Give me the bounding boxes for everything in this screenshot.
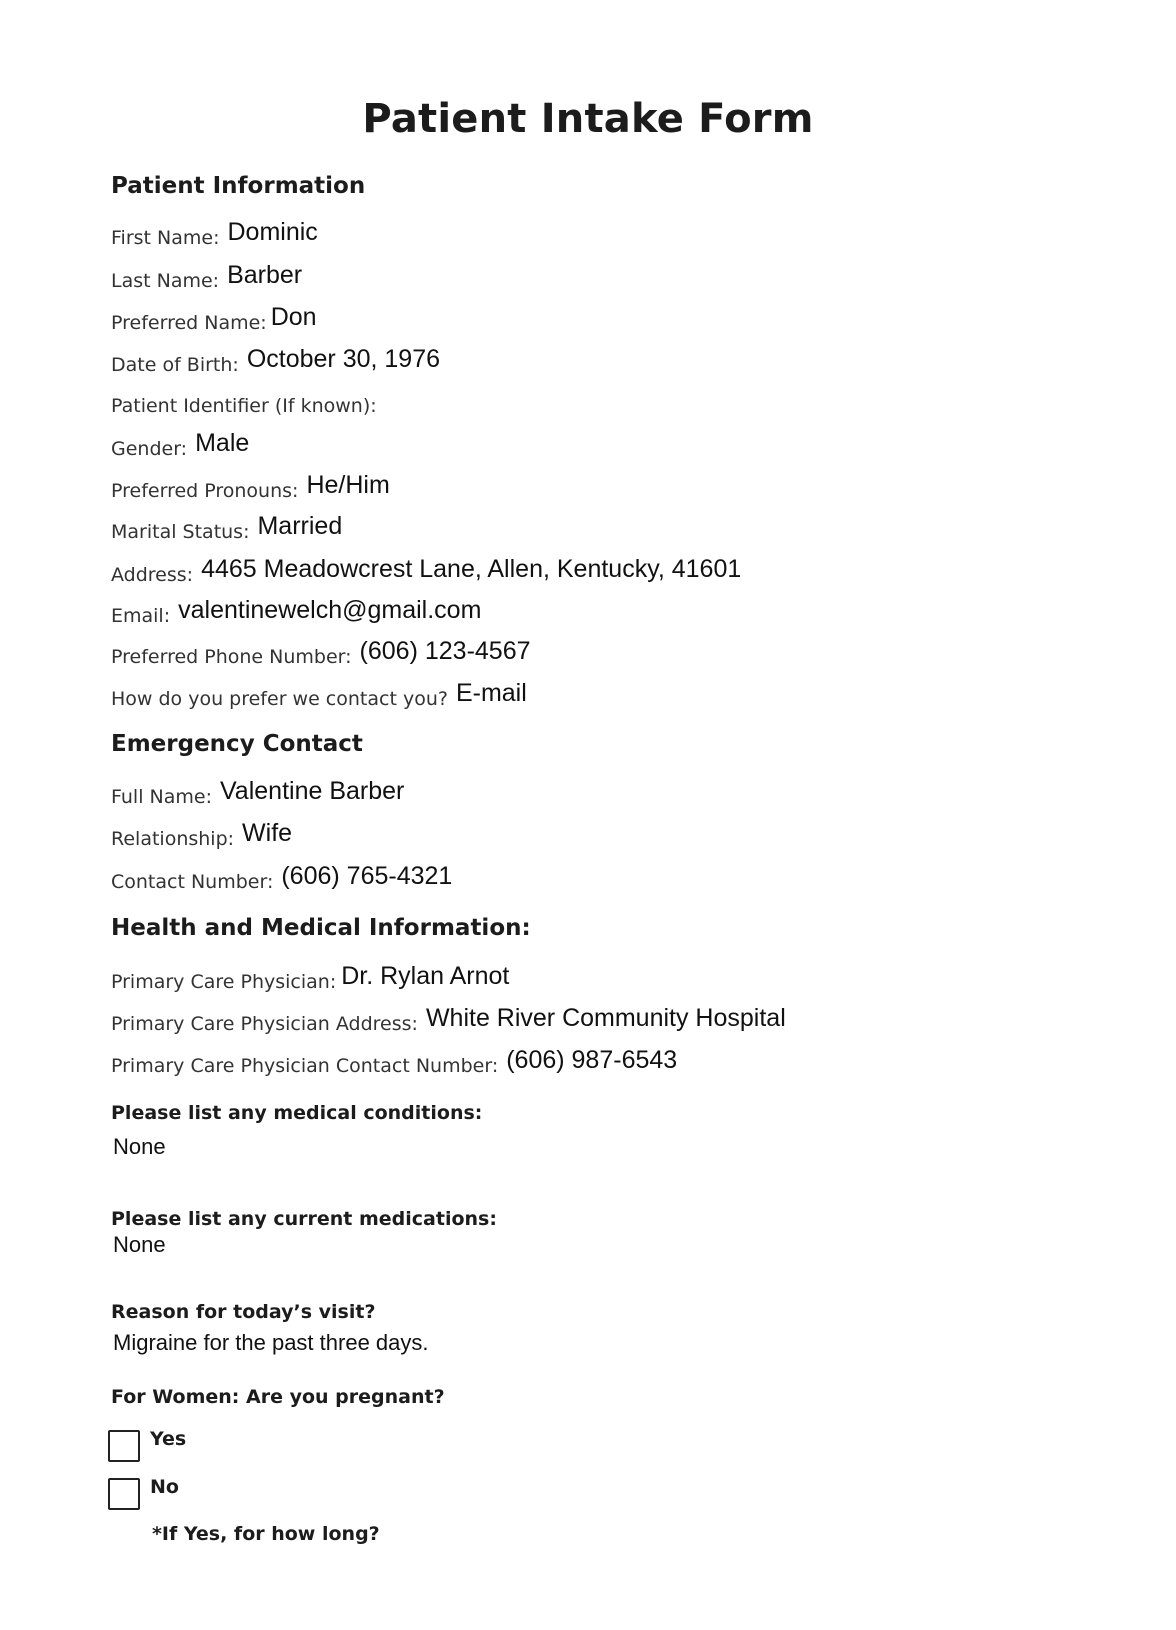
- emergency-contact-number-value[interactable]: (606) 765-4321: [281, 862, 453, 890]
- last-name-label: Last Name:: [111, 270, 220, 292]
- pregnancy-no-label: No: [150, 1476, 179, 1498]
- preferred-pronouns-row: [111, 471, 390, 504]
- physician-address-row: [111, 1004, 786, 1037]
- physician-address-label: Primary Care Physician Address:: [111, 1013, 418, 1035]
- pregnancy-no-option[interactable]: [108, 1478, 179, 1510]
- medical-conditions-question: Please list any medical conditions:: [111, 1102, 483, 1124]
- last-name-value[interactable]: Barber: [227, 261, 303, 289]
- primary-care-physician-value[interactable]: Dr. Rylan Arnot: [341, 962, 510, 990]
- preferred-pronouns-label: Preferred Pronouns:: [111, 480, 299, 502]
- primary-care-physician-label: Primary Care Physician:: [111, 971, 337, 993]
- contact-preference-value[interactable]: E-mail: [455, 679, 527, 707]
- primary-care-physician-row: [111, 962, 510, 995]
- pregnancy-yes-label: Yes: [150, 1428, 187, 1450]
- physician-contact-number-row: [111, 1046, 678, 1079]
- contact-preference-row: [111, 679, 527, 712]
- gender-label: Gender:: [111, 438, 188, 460]
- gender-value[interactable]: Male: [195, 429, 250, 457]
- preferred-name-label: Preferred Name:: [111, 312, 267, 334]
- patient-identifier-row: [111, 390, 385, 419]
- date-of-birth-label: Date of Birth:: [111, 354, 239, 376]
- gender-row: [111, 429, 250, 462]
- preferred-phone-value[interactable]: (606) 123-4567: [359, 637, 531, 665]
- marital-status-row: [111, 512, 343, 545]
- date-of-birth-row: [111, 345, 441, 378]
- reason-for-visit-answer[interactable]: Migraine for the past three days.: [113, 1330, 429, 1355]
- emergency-contact-heading: Emergency Contact: [111, 731, 363, 757]
- reason-for-visit-question: Reason for today’s visit?: [111, 1301, 376, 1323]
- email-value[interactable]: valentinewelch@gmail.com: [178, 596, 482, 624]
- form-title: Patient Intake Form: [362, 96, 814, 142]
- pregnancy-yes-option[interactable]: [108, 1430, 186, 1462]
- first-name-label: First Name:: [111, 227, 220, 249]
- date-of-birth-value[interactable]: October 30, 1976: [246, 345, 441, 373]
- pregnancy-question: For Women: Are you pregnant?: [111, 1386, 445, 1408]
- emergency-contact-number-row: [111, 862, 453, 895]
- physician-contact-number-label: Primary Care Physician Contact Number:: [111, 1055, 499, 1077]
- first-name-value[interactable]: Dominic: [227, 218, 318, 246]
- current-medications-answer[interactable]: None: [113, 1232, 166, 1257]
- marital-status-label: Marital Status:: [111, 521, 250, 543]
- address-row: [111, 555, 742, 588]
- preferred-phone-label: Preferred Phone Number:: [111, 646, 352, 668]
- emergency-contact-number-label: Contact Number:: [111, 871, 274, 893]
- medical-conditions-answer[interactable]: None: [113, 1134, 166, 1159]
- pregnancy-followup-question: *If Yes, for how long?: [152, 1523, 380, 1545]
- last-name-row: [111, 261, 303, 294]
- physician-address-value[interactable]: White River Community Hospital: [425, 1004, 786, 1032]
- emergency-relationship-value[interactable]: Wife: [242, 819, 293, 847]
- physician-contact-number-value[interactable]: (606) 987-6543: [506, 1046, 678, 1074]
- health-information-heading: Health and Medical Information:: [111, 915, 531, 941]
- preferred-pronouns-value[interactable]: He/Him: [306, 471, 390, 499]
- contact-preference-label: How do you prefer we contact you?: [111, 688, 448, 710]
- pregnancy-no-checkbox[interactable]: [108, 1478, 140, 1510]
- email-row: [111, 596, 482, 629]
- marital-status-value[interactable]: Married: [257, 512, 343, 540]
- address-label: Address:: [111, 564, 194, 586]
- address-value[interactable]: 4465 Meadowcrest Lane, Allen, Kentucky, 41601: [201, 555, 742, 583]
- emergency-full-name-label: Full Name:: [111, 786, 212, 808]
- emergency-full-name-row: [111, 777, 405, 810]
- emergency-relationship-row: [111, 819, 293, 852]
- pregnancy-yes-checkbox[interactable]: [108, 1430, 140, 1462]
- first-name-row: [111, 218, 318, 251]
- patient-identifier-label: Patient Identifier (If known):: [111, 395, 377, 417]
- current-medications-question: Please list any current medications:: [111, 1208, 497, 1230]
- preferred-name-row: [111, 303, 317, 336]
- patient-information-heading: Patient Information: [111, 173, 366, 199]
- email-label: Email:: [111, 605, 171, 627]
- preferred-name-value[interactable]: Don: [270, 303, 317, 331]
- emergency-relationship-label: Relationship:: [111, 828, 235, 850]
- preferred-phone-row: [111, 637, 531, 670]
- emergency-full-name-value[interactable]: Valentine Barber: [219, 777, 405, 805]
